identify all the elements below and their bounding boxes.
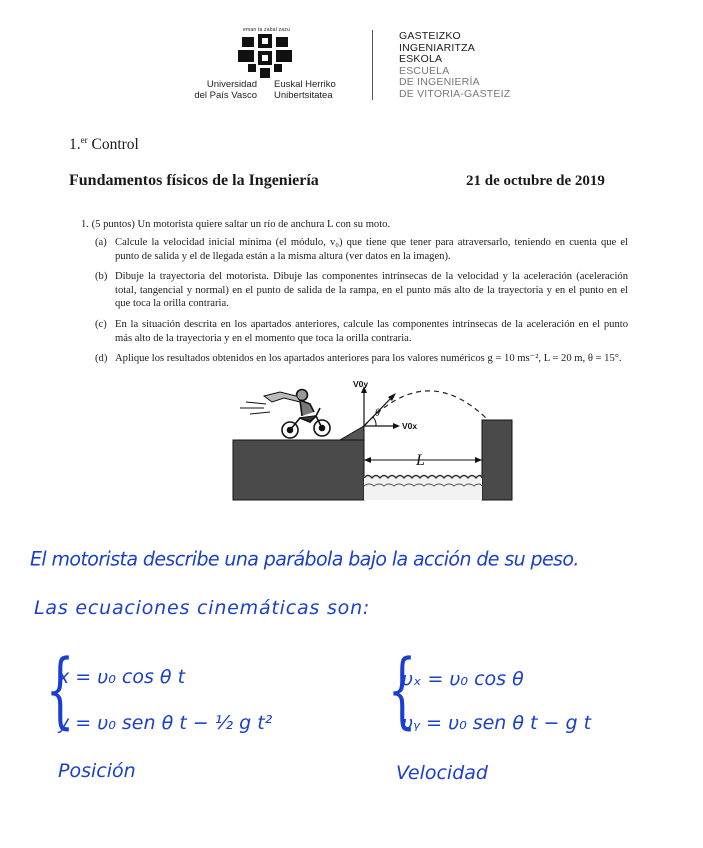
label-L: L xyxy=(416,452,425,469)
river xyxy=(364,476,482,500)
right-bank xyxy=(482,420,512,500)
university-logo-icon xyxy=(236,34,294,78)
position-x-equation: x = υ₀ cos θ t xyxy=(58,666,186,688)
problem-item-c: (c) En la situación descrita en los apartados anteriores, calcule las componentes intrínsecas de la aceleración en el punto más alto de la trayectoria y en el momento que toca la orilla contraria. xyxy=(95,319,628,344)
motorcyclist-icon xyxy=(240,390,330,439)
university-name-eu: Euskal Herriko Unibertsitatea xyxy=(274,79,336,101)
velocity-x-equation: υₓ = υ₀ cos θ xyxy=(402,668,524,690)
label-v0x: V0x xyxy=(402,421,418,431)
right-brace-icon: { xyxy=(387,643,417,738)
ramp xyxy=(340,426,364,440)
left-bank xyxy=(233,440,364,500)
course-title: Fundamentos físicos de la Ingeniería xyxy=(69,172,319,189)
problem-statement: 1. (5 puntos) Un motorista quiere saltar un río de anchura L con su moto. xyxy=(81,219,391,230)
trajectory xyxy=(364,391,486,426)
handwritten-line-2: Las ecuaciones cinemáticas son: xyxy=(34,597,371,619)
school-name: GASTEIZKO INGENIARITZA ESKOLA ESCUELA DE INGENIERÍA DE VITORIA-GASTEIZ xyxy=(399,30,511,100)
label-theta: θ xyxy=(375,408,380,419)
problem-item-d: (d) Aplique los resultados obtenidos en los apartados anteriores para los valores numéricos g = 10 ms⁻², L = 20 m, θ = 15°. xyxy=(95,353,622,364)
university-name-es: Universidad del País Vasco xyxy=(194,79,257,101)
left-brace-icon: { xyxy=(45,643,75,738)
header-divider xyxy=(372,30,373,100)
handwritten-line-1: El motorista describe una parábola bajo la acción de su peso. xyxy=(30,547,579,571)
label-v0y: V0y xyxy=(353,379,369,389)
problem-item-b: (b) Dibuje la trayectoria del motorista. Dibuje las componentes intrínsecas de la velocidad y la aceleración (aceleración total, tangencial y normal) en el punto de salida de la rampa, en el punto más alto de la trayectoria y en el punto en el que toca la orilla contraria. xyxy=(95,271,628,310)
velocity-label: Velocidad xyxy=(396,762,488,784)
velocity-y-equation: υᵧ = υ₀ sen θ t − g t xyxy=(402,712,592,734)
problem-item-a: (a) Calcule la velocidad inicial mínima (el módulo, v₀) que tiene que tener para atraversarlo, teniendo en cuenta que el punto de salida y el de llegada están a la misma altura (ver datos en la imagen). xyxy=(95,237,628,262)
position-label: Posición xyxy=(58,760,136,782)
logo-motto: eman ta zabal zazu xyxy=(243,27,290,33)
exam-date: 21 de octubre de 2019 xyxy=(466,173,605,189)
position-y-equation: y = υ₀ sen θ t − ½ g t² xyxy=(58,712,273,734)
control-title: 1.$^{er}$ Control xyxy=(69,135,139,154)
motorcycle-jump-figure xyxy=(230,378,516,504)
